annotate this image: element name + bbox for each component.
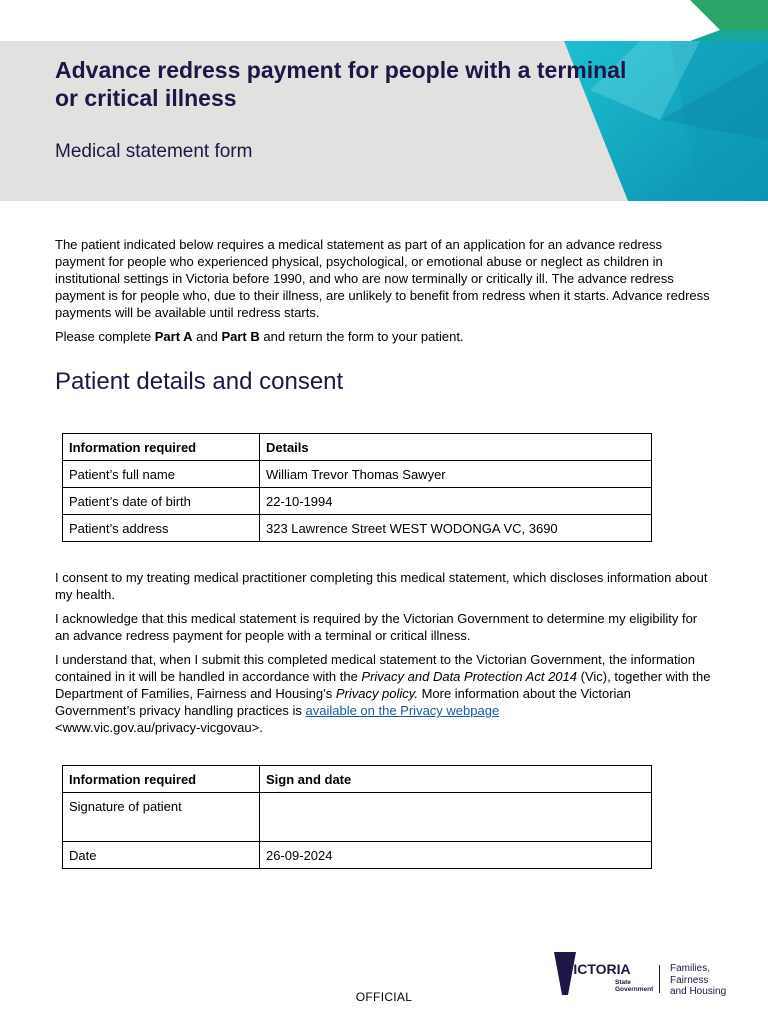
column-header: Information required — [63, 434, 260, 461]
logo-state-label: State — [615, 979, 631, 986]
table-header-row — [63, 766, 652, 793]
logo-government-label: Government — [615, 986, 654, 993]
patient-dob-field[interactable]: 22-10-1994 — [260, 488, 652, 515]
acknowledge-paragraph: I acknowledge that this medical statement is required by the Victorian Government to determine my eligibility for an advance redress payment for people with a terminal or critical illness. — [55, 611, 698, 643]
part-a-label: Part A — [154, 329, 193, 344]
department-name — [670, 963, 726, 998]
intro-paragraph: The patient indicated below requires a medical statement as part of an application for an advance redress payment for people who experienced physical, psychological, or emotional abuse or neglect as children in institutional settings in Victoria before 1990, and who are now terminally or critically ill. The advance redress payment is for people who, due to their illness, are unlikely to benefit from redress when it starts. Advance redress payments will be available until redress starts. — [55, 237, 710, 320]
privacy-policy-name: Privacy policy. — [335, 686, 418, 701]
row-label: Signature of patient — [63, 793, 260, 842]
section-heading: Patient details and consent — [55, 368, 344, 395]
column-header: Information required — [63, 766, 260, 793]
official-classification: OFFICIAL — [355, 990, 413, 1004]
department-name-line: Families, — [670, 963, 711, 974]
logo-wordmark: VICTORIA — [564, 961, 631, 977]
part-b-label: Part B — [221, 329, 260, 344]
privacy-text: I understand that, when I submit this completed medical statement to the Victorian Government, the information contained in it will be handled in accordance with the — [55, 652, 695, 684]
logo-divider — [659, 965, 660, 993]
privacy-webpage-link[interactable]: available on the Privacy webpage — [305, 703, 500, 718]
table-row — [63, 488, 652, 515]
act-name: Privacy and Data Protection Act 2014 — [361, 669, 578, 684]
table-row — [63, 461, 652, 488]
patient-address-field[interactable]: 323 Lawrence Street WEST WODONGA VC, 3690 — [260, 515, 652, 542]
privacy-text: (Vic), together with the Department of Families, Fairness and Housing’s — [55, 669, 711, 701]
privacy-url-text: <www.vic.gov.au/privacy-vicgovau>. — [55, 720, 263, 735]
patient-details-table — [62, 433, 652, 542]
date-field[interactable]: 26-09-2024 — [260, 842, 652, 869]
instructions-text: and return the form to your patient. — [259, 329, 464, 344]
instructions-text: Please complete — [55, 329, 155, 344]
table-row — [63, 793, 652, 842]
column-header: Details — [260, 434, 652, 461]
department-name-line: and Housing — [670, 986, 727, 997]
department-name-line: Fairness — [670, 974, 709, 986]
instructions-text: and — [192, 329, 222, 344]
page-title: Advance redress payment for people with a terminal or critical illness — [55, 57, 627, 111]
row-label: Patient’s date of birth — [63, 488, 260, 515]
patient-signature-field[interactable] — [260, 793, 652, 842]
row-label: Date — [63, 842, 260, 869]
patient-full-name-field[interactable]: William Trevor Thomas Sawyer — [260, 461, 652, 488]
privacy-paragraph — [55, 651, 715, 736]
table-header-row — [63, 434, 652, 461]
privacy-text: More information about the Victorian Government’s privacy handling practices is — [55, 686, 631, 718]
consent-paragraph: I consent to my treating medical practitioner completing this medical statement, which discloses information about my health. — [55, 570, 708, 602]
main-content — [55, 236, 715, 869]
row-label: Patient’s full name — [63, 461, 260, 488]
table-row — [63, 515, 652, 542]
page-subtitle: Medical statement form — [55, 141, 253, 162]
instructions-paragraph — [55, 328, 715, 345]
table-row — [63, 842, 652, 869]
column-header: Sign and date — [260, 766, 652, 793]
row-label: Patient’s address — [63, 515, 260, 542]
signature-table — [62, 765, 652, 869]
